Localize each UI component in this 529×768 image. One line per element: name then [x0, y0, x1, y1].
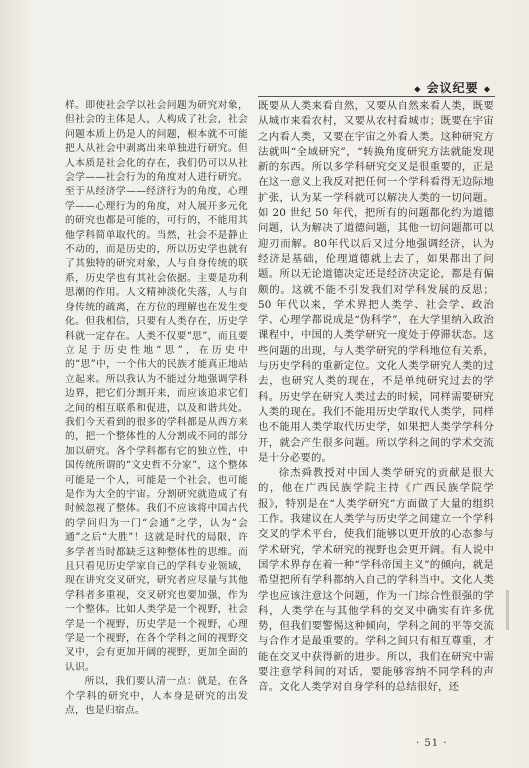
section-title: 会议纪要 — [426, 81, 479, 95]
left-column — [65, 99, 248, 718]
diamond-left-icon: ◆ — [414, 83, 422, 94]
right-paragraph-1: 既要从人类来看自然，又要从自然来看人类，既要从城市来看农村，又要从农村看城市；既要在宇宙之内看人类，又要在宇宙之外看人类。这种研究方法就叫“全域研究”，“转换角度研究方法就能发现新的东西。所以多学科研究交叉是很重要的，正是在这一意义上我反对把任何一个学科看得无边际地扩张，认为某一学科就可以解决人类的一切问题。如 20 世纪 50 年代，把所有的问题都化约为道德问题，认为解决了道德问题，其他一切问题都可以迎刃而解。80年代以后又过分地强调经济，认为经济是基础，伦理道德就上去了，如果都出了问题。所以无论道德决定还是经济决定论，都是有偏颇的。这就不能不引发我们对学科发展的反思；50 年代以来，学术界把人类学、社会学、政治学、心理学都说成是“伪科学”，在大学里纳入政治课程中，中国的人类学研究一度处于停滞状态。这些问题的出现，与人类学研究的学科地位有关系，与历史学科的重新定位。文化人类学研究人类的过去，也研究人类的现在，不是单纯研究过去的学科。历史学在研究人类过去的时候，同样需要研究人类的现在。我们不能用历史学取代人类学，同样也不能用人类学取代历史学，如果把人类学学科分开，就会产生很多问题。所以学科之间的学术交流是十分必要的。 — [258, 100, 494, 464]
section-header — [414, 79, 491, 96]
left-paragraph-2: 所以，我们要认清一点：就是，在各个学科的研究中，人本身是研究的出发点，也是归宿点。 — [65, 676, 248, 717]
left-paragraph-1: 样。即使社会学以社会问题为研究对象，但社会的主体是人，人构成了社会，社会问题本质上仍是人的问题，根本就不可能把人从社会中剥离出来单独进行研究。但人本质是社会化的存在，我们仍可以从社会学——社会行为的角度对人进行研究。至于从经济学——经济行为的角度，心理学——心理行为的角度，对人展开多元化的研究也都是可能的，可行的，不能用其他学科简单取代的。当然，社会不是静止不动的，而是历史的，所以历史学也就有了其独特的研究对象，人与自身传统的联系，历史学也有其社会依据。主要是功利思潮的作用。人文精神淡化失落，人与自身传统的疏离，在方位的理解也在发生变化。但我相信，只要有人类存在，历史学科就一定存在。人类不仅要“思”，而且要立足于历史性地“思”，在历史中的“思”中，一个伟大的民族才能真正地站立起来。所以我认为不能过分地强调学科边界，把它们分割开来，而应该追求它们之间的相互联系和促进，以及和谐共处。我们今天看到的很多的学科都是从西方来的，把一个整体性的人分割成不同的部分加以研究。各个学科都有它的独立性，中国传统所谓的“文史哲不分家”，这个整体可能是一个人，可能是一个社会，也可能是作为大全的宇宙。分割研究就造成了有时候忽视了整体。我们不应该将中国古代的学问归为一门“会通”之学，认为“会通”之后“大胜”！这就是时代的局限，许多学者当时都缺乏这种整体性的思维。而且只看见历史学家自己的学科专业领域，现在讲究交叉研究，研究者应尽量与其他学科者多重视，交叉研究也要加强，作为一个整体。比如人类学是一个视野，社会学是一个视野，历史学是一个视野，心理学是一个视野，在各个学科之间的视野交叉中，会有更加开阔的视野，更加全面的认识。 — [65, 100, 248, 673]
scan-mark — [506, 590, 509, 630]
page-number: · 51 · — [416, 738, 448, 749]
right-column — [258, 99, 494, 696]
header-rule — [258, 96, 495, 97]
right-paragraph-2: 徐杰舜教授对中国人类学研究的贡献是很大的，他在广西民族学院主持《广西民族学院学报》，特别是在“人类学研究”方面做了大量的组织工作。我建议在人类学与历史学之间建立一个学科交叉的学术平台，使我们能够以更开放的心态参与学术研究，学术研究的视野也会更开阔。有人说中国学术界存在着一种“学科帝国主义”的倾向，就是希望把所有学科都纳入自己的学科当中。文化人类学也应该注意这个问题，作为一门综合性很强的学科，人类学在与其他学科的交叉中确实有许多优势，但我们要警惕这种倾向，学科之间的平等交流与合作才是最重要的。学科之间只有相互尊重，才能在交叉中获得新的进步。所以，我们在研究中需要注意学科间的对话，要能够容纳不同学科的声音。文化人类学对自身学科的总结很好，还 — [258, 467, 494, 694]
diamond-right-icon: ◆ — [483, 83, 491, 94]
